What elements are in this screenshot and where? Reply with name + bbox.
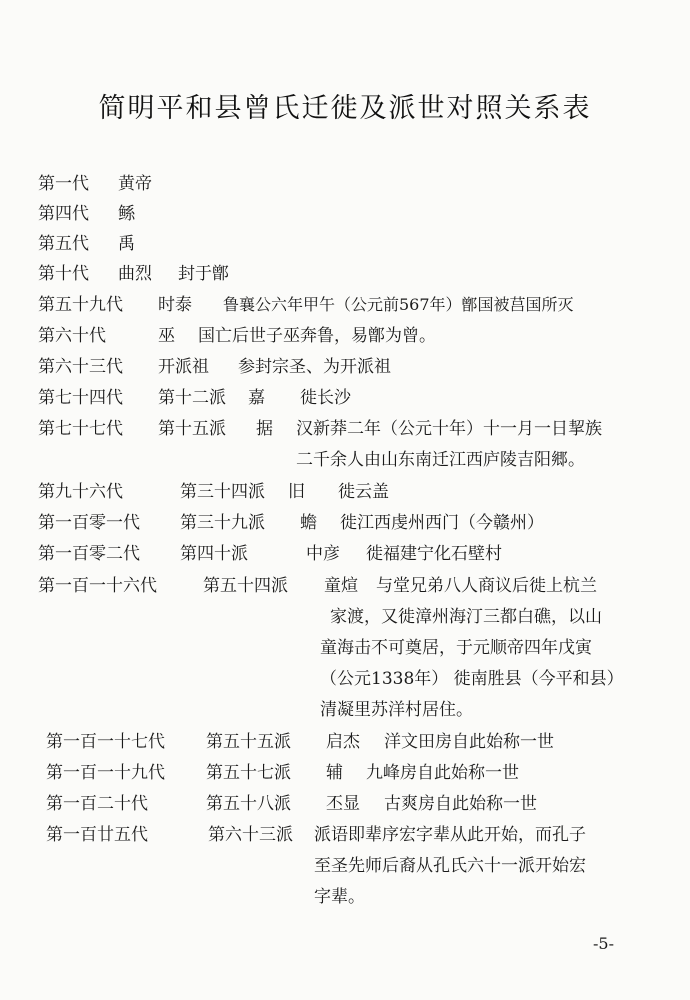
generation: 第一百零二代: [38, 544, 140, 564]
generation: 第一百零一代: [38, 513, 140, 533]
ancestor-name: 开派祖: [158, 357, 209, 377]
ancestor-name: 辅: [326, 763, 343, 783]
generation: 第五十九代: [38, 295, 123, 315]
entry-note-continued: 家渡，又徙漳州海汀三都白礁，以山: [330, 607, 602, 627]
branch-number: 第三十九派: [180, 513, 265, 533]
entry-note: 徙云盖: [338, 482, 389, 502]
ancestor-name: 嘉: [248, 388, 265, 408]
branch-number: 第五十八派: [206, 794, 291, 814]
generation: 第七十四代: [38, 388, 123, 408]
generation: 第一百一十六代: [38, 576, 157, 596]
generation: 第一代: [38, 174, 89, 194]
entry-note: 徙江西虔州西门（今赣州）: [340, 513, 544, 533]
ancestor-name: 据: [256, 419, 273, 439]
branch-number: 第六十三派: [208, 825, 293, 845]
entry-note-continued: 至圣先师后裔从孔氏六十一派开始宏: [314, 856, 586, 876]
entry-note: 与堂兄弟八人商议后徙上杭兰: [376, 576, 597, 596]
ancestor-name: 中彦: [306, 544, 340, 564]
entry-note: 徙福建宁化石壁村: [366, 544, 502, 564]
entry-note: 鲁襄公六年甲午（公元前567年）鄫国被莒国所灭: [223, 295, 574, 314]
branch-number: 第三十四派: [180, 482, 265, 502]
generation: 第五代: [38, 234, 89, 254]
generation: 第一百廿五代: [46, 825, 148, 845]
generation: 第一百一十九代: [46, 763, 165, 783]
branch-number: 第十二派: [158, 388, 226, 408]
ancestor-name: 巫: [158, 326, 175, 346]
generation: 第七十七代: [38, 419, 123, 439]
page-number: -5-: [593, 934, 614, 953]
branch-number: 第五十四派: [203, 576, 288, 596]
generation: 第六十代: [38, 326, 106, 346]
ancestor-name: 蟾: [300, 513, 317, 533]
entry-note: 派语即辈序宏字辈从此开始，而孔子: [314, 825, 586, 845]
generation: 第九十六代: [38, 482, 123, 502]
entry-note: 洋文田房自此始称一世: [384, 732, 554, 752]
entry-note: 汉新莽二年（公元十年）十一月一日挈族: [296, 419, 602, 439]
generation: 第一百一十七代: [46, 732, 165, 752]
ancestor-name: 启杰: [326, 732, 360, 752]
generation: 第十代: [38, 264, 89, 284]
branch-number: 第四十派: [180, 544, 248, 564]
ancestor-name: 旧: [288, 482, 305, 502]
ancestor-name: 鲧: [118, 204, 135, 224]
generation: 第一百二十代: [46, 794, 148, 814]
entry-note: 古爽房自此始称一世: [384, 794, 537, 814]
entry-note-continued: 二千余人由山东南迁江西庐陵吉阳郷。: [296, 450, 585, 470]
ancestor-name: 童煊: [324, 576, 358, 596]
generation: 第六十三代: [38, 357, 123, 377]
entry-note: 参封宗圣、为开派祖: [238, 357, 391, 377]
ancestor-name: 曲烈: [118, 264, 152, 284]
branch-number: 第五十五派: [206, 732, 291, 752]
entry-note: 徙长沙: [300, 388, 351, 408]
branch-number: 第五十七派: [206, 763, 291, 783]
page-title: 简明平和县曾氏迁徙及派世对照关系表: [98, 93, 592, 124]
branch-number: 第十五派: [158, 419, 226, 439]
entry-note: 九峰房自此始称一世: [366, 763, 519, 783]
entry-note-continued: （公元1338年） 徙南胜县（今平和县）: [320, 669, 624, 689]
entry-note-continued: 字辈。: [314, 887, 365, 907]
ancestor-name: 禹: [118, 234, 135, 254]
generation: 第四代: [38, 204, 89, 224]
ancestor-name: 丕显: [326, 794, 360, 814]
entry-note-continued: 清凝里苏洋村居住。: [320, 700, 473, 720]
ancestor-name: 黄帝: [118, 174, 152, 194]
entry-note-continued: 童海击不可奠居，于元顺帝四年戊寅: [320, 638, 592, 658]
ancestor-name: 时泰: [158, 295, 192, 315]
entry-note: 封于鄫: [178, 264, 229, 284]
entry-note: 国亡后世子巫奔鲁，易鄫为曾。: [198, 326, 436, 346]
